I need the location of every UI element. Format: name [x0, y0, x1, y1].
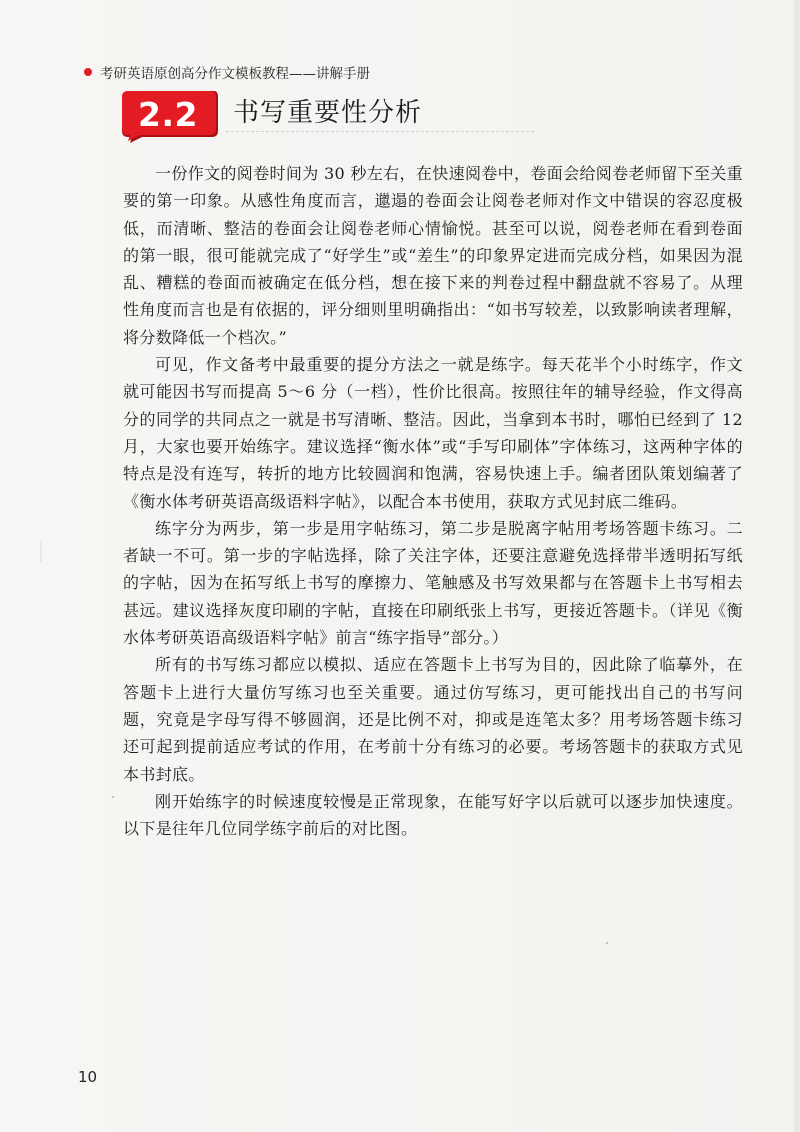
paragraph-4: 所有的书写练习都应以模拟、适应在答题卡上书写为目的，因此除了临摹外，在答题卡上进行大量仿写练习也至关重要。通过仿写练习，更可能找出自己的书写问题，究竟是字母写得不够圆润，还是比例不对，抑或是连笔太多？用考场答题卡练习还可起到提前适应考试的作用，在考前十分有练习的必要。考场答题卡的获取方式见本书封底。 — [123, 655, 743, 784]
bullet-dot-icon — [84, 68, 92, 76]
section-heading — [122, 91, 452, 147]
running-header — [84, 62, 370, 82]
section-number: 2.2 — [138, 95, 198, 134]
page-number: 10 — [78, 1068, 98, 1086]
paragraph-1: 一份作文的阅卷时间为 30 秒左右，在快速阅卷中，卷面会给阅卷老师留下至关重要的第一印象。从感性角度而言，邋遢的卷面会让阅卷老师对作文中错误的容忍度极低，而清晰、整洁的卷面会让阅卷老师心情愉悦。甚至可以说，阅卷老师在看到卷面的第一眼，很可能就完成了“好学生”或“差生”的印象界定进而完成分档，如果因为混乱、糟糕的卷面而被确定在低分档，想在接下来的判卷过程中翻盘就不容易了。从理性角度而言也是有依据的，评分细则里明确指出：“如书写较差，以致影响读者理解，将分数降低一个档次。” — [123, 164, 743, 347]
scan-artifact — [40, 540, 42, 562]
scan-speck — [606, 942, 608, 944]
section-title: 书写重要性分析 — [233, 98, 423, 128]
paragraph-2: 可见，作文备考中最重要的提分方法之一就是练字。每天花半个小时练字，作文就可能因书写而提高 5～6 分（一档），性价比很高。按照往年的辅导经验，作文得高分的同学的共同点之一就是书写清晰、整洁。因此，当拿到本书时，哪怕已经到了 12 月，大家也要开始练字。建议选择“衡水体”或“手写印刷体”字体练习，这两种字体的特点是没有连写，转折的地方比较圆润和饱满，容易快速上手。编者团队策划编著了《衡水体考研英语高级语料字帖》，以配合本书使用，获取方式见封底二维码。 — [123, 355, 743, 511]
page-edge — [794, 0, 800, 1132]
heading-divider — [226, 131, 534, 133]
section-number-badge — [122, 91, 218, 143]
paragraph-3: 练字分为两步，第一步是用字帖练习，第二步是脱离字帖用考场答题卡练习。二者缺一不可。第一步的字帖选择，除了关注字体，还要注意避免选择带半透明拓写纸的字帖，因为在拓写纸上书写的摩擦力、笔触感及书写效果都与在答题卡上书写相去甚远。建议选择灰度印刷的字帖，直接在印刷纸张上书写，更接近答题卡。（详见《衡水体考研英语高级语料字帖》前言“练字指导”部分。） — [123, 518, 743, 648]
scan-speck — [112, 796, 114, 798]
paragraph-5: 刚开始练字的时候速度较慢是正常现象，在能写好字以后就可以逐步加快速度。以下是往年几位同学练字前后的对比图。 — [123, 791, 743, 839]
book-title: 考研英语原创高分作文模板教程——讲解手册 — [100, 66, 370, 82]
body-text — [123, 160, 743, 842]
